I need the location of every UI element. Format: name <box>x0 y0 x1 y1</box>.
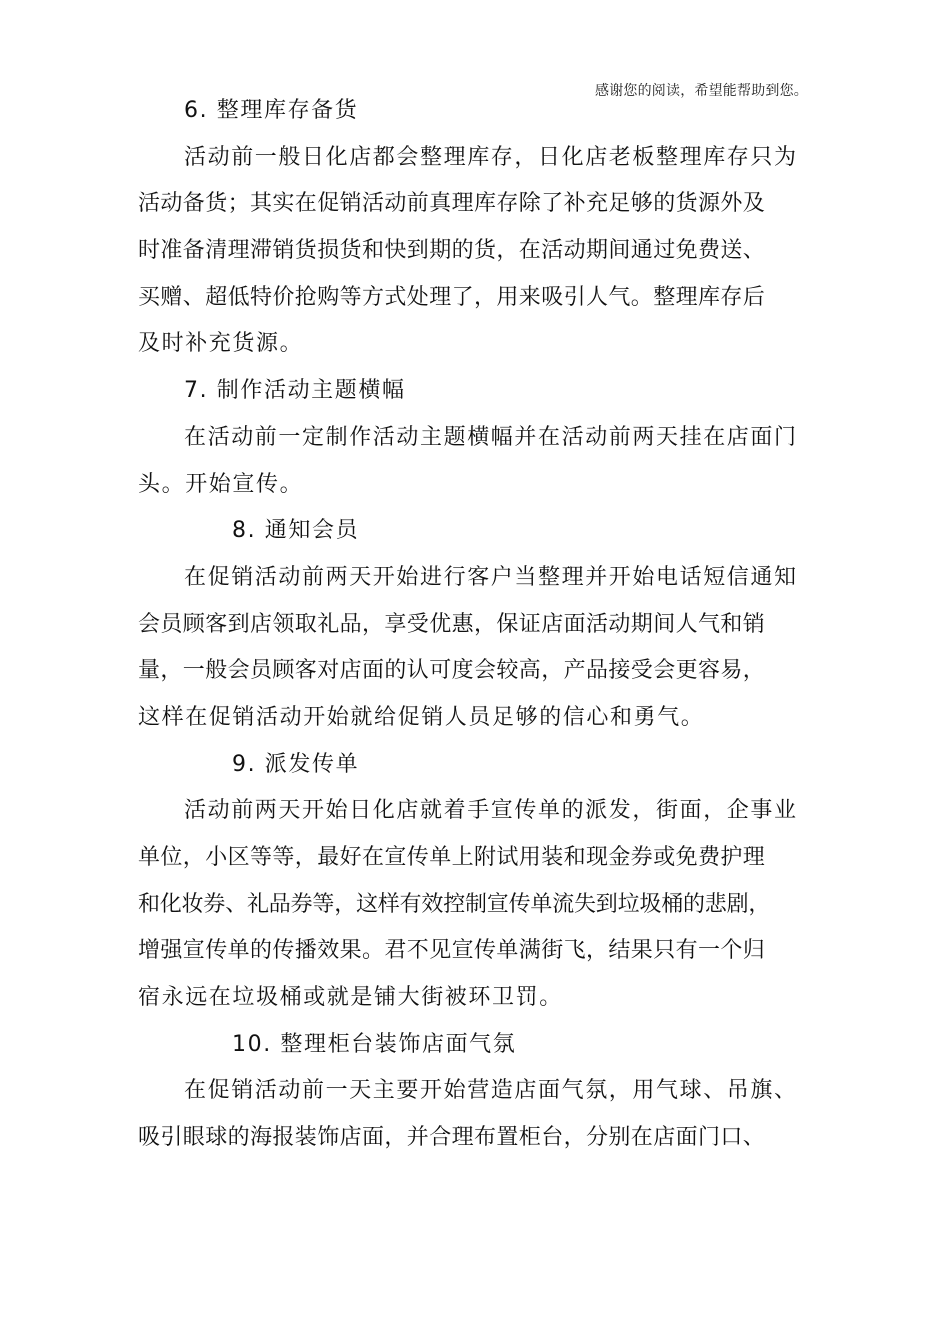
paragraph-line: 增强宣传单的传播效果。君不见宣传单满街飞，结果只有一个归 <box>138 938 766 964</box>
paragraph-line: 在活动前一定制作活动主题横幅并在活动前两天挂在店面门 <box>184 424 798 450</box>
paragraph-line: 在促销活动前一天主要开始营造店面气氛，用气球、吊旗、 <box>184 1078 798 1104</box>
paragraph-line: 单位，小区等等，最好在宣传单上附试用装和现金券或免费护理 <box>138 845 766 870</box>
paragraph-line: 及时补充货源。 <box>138 331 304 357</box>
section-heading-6: 6. 整理库存备货 <box>184 98 359 123</box>
paragraph-line: 和化妆券、礼品券等，这样有效控制宣传单流失到垃圾桶的悲剧， <box>138 891 771 917</box>
paragraph-line: 会员顾客到店领取礼品，享受优惠，保证店面活动期间人气和销 <box>138 611 766 637</box>
document-body <box>138 88 808 1162</box>
paragraph-line: 在促销活动前两天开始进行客户当整理并开始电话短信通知 <box>184 564 798 590</box>
paragraph-line: 活动前一般日化店都会整理库存，日化店老板整理库存只为 <box>184 144 798 170</box>
paragraph-line: 头。开始宣传。 <box>138 471 304 497</box>
paragraph-line: 这样在促销活动开始就给促销人员足够的信心和勇气。 <box>138 704 705 730</box>
section-heading-7: 7. 制作活动主题横幅 <box>184 378 406 404</box>
paragraph-line: 活动前两天开始日化店就着手宣传单的派发，街面，企事业 <box>184 798 798 824</box>
paragraph-line: 时准备清理滞销货损货和快到期的货，在活动期间通过免费送、 <box>138 238 766 264</box>
section-heading-10: 10. 整理柜台装饰店面气氛 <box>232 1031 517 1057</box>
paragraph-line: 买赠、超低特价抢购等方式处理了，用来吸引人气。整理库存后 <box>138 284 766 310</box>
paragraph-line: 活动备货；其实在促销活动前真理库存除了补充足够的货源外及 <box>138 191 766 217</box>
paragraph-line: 吸引眼球的海报装饰店面，并合理布置柜台，分别在店面门口、 <box>138 1125 766 1151</box>
header-note: 感谢您的阅读，希望能帮助到您。 <box>595 83 808 99</box>
paragraph-line: 量，一般会员顾客对店面的认可度会较高，产品接受会更容易， <box>138 658 766 684</box>
section-heading-8: 8. 通知会员 <box>232 518 360 544</box>
section-heading-9: 9. 派发传单 <box>232 751 360 777</box>
paragraph-line: 宿永远在垃圾桶或就是铺大街被环卫罚。 <box>138 985 563 1011</box>
